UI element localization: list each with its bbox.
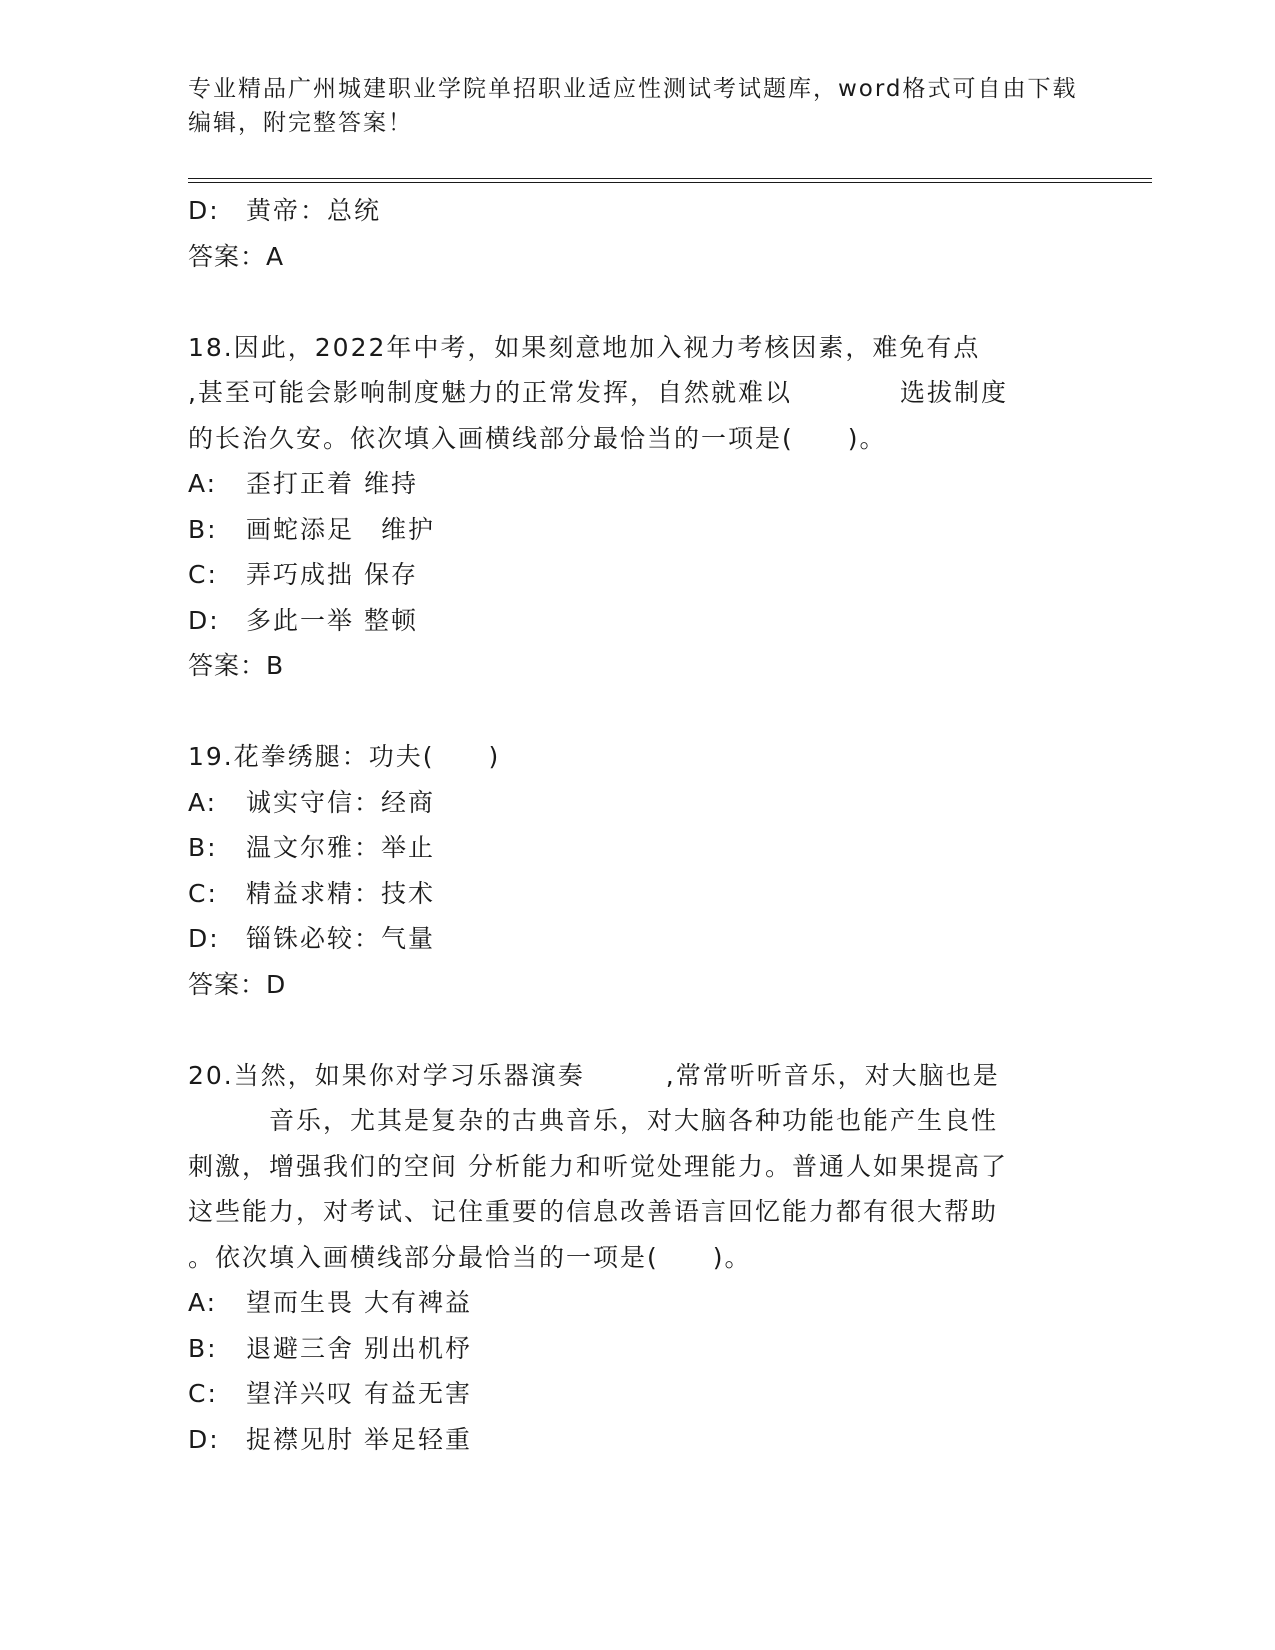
header-divider-bottom bbox=[188, 182, 1152, 183]
question-19-option-c bbox=[188, 871, 1108, 917]
question-19-answer: 答案：D bbox=[188, 969, 287, 999]
question-20-option-c bbox=[188, 1371, 1108, 1417]
option-key: A: bbox=[188, 1288, 218, 1317]
question-18-option-a bbox=[188, 461, 1108, 507]
option-text: 退避三舍 别出机杼 bbox=[246, 1333, 472, 1363]
question-20-line-1: 20.当然，如果你对学习乐器演奏 ,常常听听音乐，对大脑也是 bbox=[188, 1060, 1000, 1090]
question-19-line-1: 19.花拳绣腿：功夫( ) bbox=[188, 742, 501, 771]
option-key: A: bbox=[188, 469, 218, 498]
question-20-line-2: 音乐，尤其是复杂的古典音乐，对大脑各种功能也能产生良性 bbox=[188, 1106, 999, 1135]
question-19 bbox=[188, 734, 1108, 780]
option-text: 画蛇添足 维护 bbox=[246, 514, 436, 544]
option-key: C: bbox=[188, 878, 218, 908]
question-18-option-d bbox=[188, 598, 1108, 644]
question-20-line-3: 刺激，增强我们的空间 分析能力和听觉处理能力。普通人如果提高了 bbox=[188, 1151, 1008, 1181]
option-text: 望洋兴叹 有益无害 bbox=[246, 1379, 472, 1408]
question-20-option-d bbox=[188, 1417, 1108, 1463]
question-18-option-c bbox=[188, 552, 1108, 598]
document-body bbox=[188, 188, 1108, 1462]
question-19-option-a bbox=[188, 780, 1108, 826]
question-18-answer: 答案：B bbox=[188, 651, 285, 680]
question-18-option-b bbox=[188, 507, 1108, 553]
question-18 bbox=[188, 325, 1108, 462]
option-text: 望而生畏 大有裨益 bbox=[246, 1288, 472, 1317]
option-text: 黄帝：总统 bbox=[246, 196, 382, 225]
question-18-line-1: 18.因此，2022年中考，如果刻意地加入视力考核因素，难免有点 bbox=[188, 332, 981, 362]
header-line-2: 编辑，附完整答案！ bbox=[188, 110, 413, 136]
option-text: 精益求精：技术 bbox=[246, 878, 436, 908]
option-key: D: bbox=[188, 196, 220, 225]
option-key: B: bbox=[188, 833, 218, 862]
option-text: 多此一举 整顿 bbox=[246, 605, 418, 635]
option-text: 弄巧成拙 保存 bbox=[246, 560, 418, 589]
question-18-line-2: ,甚至可能会影响制度魅力的正常发挥，自然就难以 选拔制度 bbox=[188, 378, 1008, 407]
prev-option-d bbox=[188, 188, 1108, 234]
option-text: 锱铢必较：气量 bbox=[246, 924, 436, 953]
document-header bbox=[188, 72, 1088, 140]
option-key: C: bbox=[188, 1379, 218, 1408]
header-divider-top bbox=[188, 178, 1152, 179]
option-key: D: bbox=[188, 605, 220, 635]
question-18-line-3: 的长治久安。依次填入画横线部分最恰当的一项是( )。 bbox=[188, 423, 887, 453]
prev-answer: 答案：A bbox=[188, 241, 285, 271]
option-key: B: bbox=[188, 514, 218, 544]
option-key: B: bbox=[188, 1333, 218, 1363]
header-line-1: 专业精品广州城建职业学院单招职业适应性测试考试题库，word格式可自由下载 bbox=[188, 76, 1078, 102]
spacer bbox=[188, 279, 1108, 325]
option-key: C: bbox=[188, 560, 218, 589]
option-text: 捉襟见肘 举足轻重 bbox=[246, 1424, 472, 1454]
question-20-option-b bbox=[188, 1326, 1108, 1372]
option-text: 诚实守信：经商 bbox=[246, 787, 436, 817]
question-19-option-d bbox=[188, 916, 1108, 962]
option-key: D: bbox=[188, 1424, 220, 1454]
question-20-line-5: 。依次填入画横线部分最恰当的一项是( )。 bbox=[188, 1242, 752, 1272]
option-text: 歪打正着 维持 bbox=[246, 469, 418, 498]
option-key: D: bbox=[188, 924, 220, 953]
option-key: A: bbox=[188, 787, 218, 817]
question-20 bbox=[188, 1053, 1108, 1281]
spacer bbox=[188, 689, 1108, 735]
question-20-option-a bbox=[188, 1280, 1108, 1326]
question-20-line-4: 这些能力，对考试、记住重要的信息改善语言回忆能力都有很大帮助 bbox=[188, 1197, 999, 1226]
spacer bbox=[188, 1007, 1108, 1053]
question-19-option-b bbox=[188, 825, 1108, 871]
option-text: 温文尔雅：举止 bbox=[246, 833, 436, 862]
